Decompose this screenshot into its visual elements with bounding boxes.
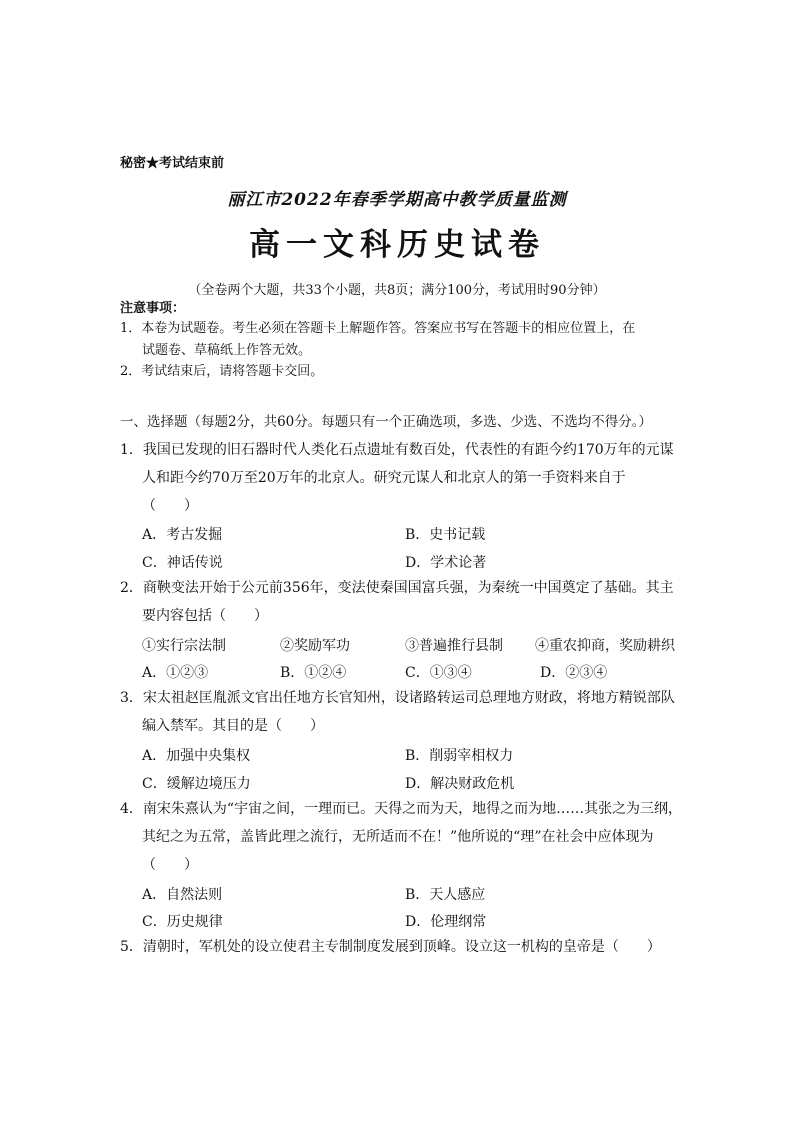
- q4-line-2: 其纪之为五常，盖皆此理之流行，无所适而不在！”他所说的“理”在社会中应体现为: [142, 829, 654, 845]
- q3-line-1: 3．宋太祖赵匡胤派文官出任地方长官知州，设诸路转运司总理地方财政，将地方精锐部队: [120, 690, 675, 706]
- q4-line-3: （ ）: [142, 857, 198, 873]
- q1-line-1: 1．我国已发现的旧石器时代人类化石点遗址有数百处，代表性的有距今约170万年的元谋: [120, 442, 674, 458]
- section-heading: 一、选择题（每题2分，共60分。每题只有一个正确选项，多选、少选、不选均不得分。）: [120, 414, 653, 430]
- q1-option-d: D．学术论著: [405, 555, 487, 571]
- q2-line-1: 2．商鞅变法开始于公元前356年，变法使秦国国富兵强，为秦统一中国奠定了基础。其主: [120, 580, 674, 596]
- exam-info: （全卷两个大题，共33个小题，共8页；满分100分，考试用时90分钟）: [188, 283, 606, 298]
- q4-line-1: 4．南宋朱熹认为“宇宙之间，一理而已。天得之而为天，地得之而为地……其张之为三纲，: [120, 801, 683, 817]
- q5-line-1: 5．清朝时，军机处的设立使君主专制制度发展到顶峰。设立这一机构的皇帝是（ ）: [120, 939, 661, 955]
- note-1-line-1: 1．本卷为试题卷。考生必须在答题卡上解题作答。答案应书写在答题卡的相应位置上，在: [120, 321, 636, 336]
- q1-option-b: B．史书记载: [405, 527, 486, 543]
- q2-option-d: D．②③④: [540, 665, 608, 681]
- q1-line-3: （ ）: [142, 498, 198, 514]
- q2-statement-3: ③普遍推行县制: [405, 638, 503, 654]
- q4-option-b: B．天人感应: [405, 887, 486, 903]
- exam-subtitle: 丽江市2022年春季学期高中教学质量监测: [227, 190, 567, 210]
- q3-option-b: B．削弱宰相权力: [405, 748, 514, 764]
- q3-line-2: 编入禁军。其目的是（ ）: [142, 718, 324, 734]
- q4-option-d: D．伦理纲常: [405, 914, 487, 930]
- q4-option-a: A．自然法则: [142, 887, 223, 903]
- note-2: 2．考试结束后，请将答题卡交回。: [120, 364, 324, 379]
- q3-option-c: C．缓解边境压力: [142, 776, 251, 792]
- note-1-line-2: 试题卷、草稿纸上作答无效。: [142, 343, 312, 358]
- q2-statement-2: ②奖励军功: [280, 638, 350, 654]
- q2-option-c: C．①③④: [405, 665, 472, 681]
- confidential-label: 秘密★考试结束前: [120, 156, 225, 171]
- q2-option-b: B．①②④: [280, 665, 347, 681]
- q2-option-a: A．①②③: [142, 665, 209, 681]
- q1-line-2: 人和距今约70万至20万年的北京人。研究元谋人和北京人的第一手资料来自于: [142, 470, 626, 486]
- q1-option-c: C．神话传说: [142, 555, 223, 571]
- q2-statement-1: ①实行宗法制: [142, 638, 226, 654]
- q2-line-2: 要内容包括（ ）: [142, 608, 268, 624]
- q2-statement-4: ④重农抑商，奖励耕织: [535, 638, 675, 654]
- q3-option-a: A．加强中央集权: [142, 748, 251, 764]
- q3-option-d: D．解决财政危机: [405, 776, 515, 792]
- notes-title: 注意事项：: [120, 301, 186, 316]
- exam-title: 高一文科历史试卷: [249, 227, 545, 263]
- q4-option-c: C．历史规律: [142, 914, 223, 930]
- q1-option-a: A．考古发掘: [142, 527, 223, 543]
